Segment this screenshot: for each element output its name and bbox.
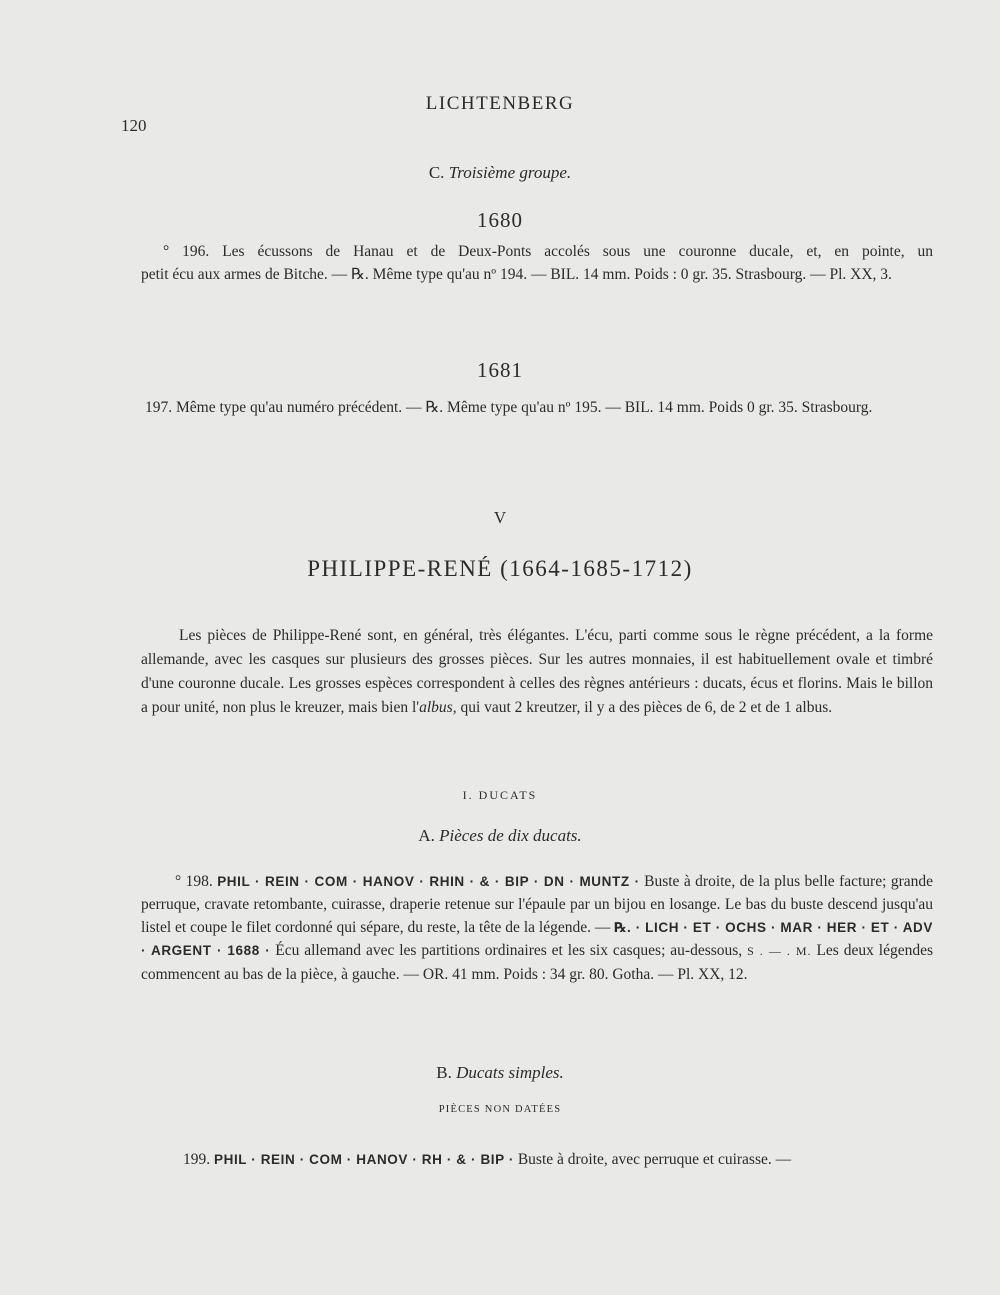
group-c-title: Troisième groupe. <box>448 163 572 182</box>
entry-197 <box>141 396 933 419</box>
year-heading-1681: 1681 <box>477 358 523 382</box>
intro-text-after: , qui vaut 2 kreutzer, il y a des pièces de 6, de 2 et de 1 albus. <box>452 699 833 716</box>
entry-196-number: ° 196. <box>163 243 210 260</box>
chapter-roman-numeral: V <box>493 508 507 527</box>
group-b-letter: B. <box>436 1063 452 1082</box>
entry-197-text: Même type qu'au numéro précédent. — ℞. Même type qu'au nº 195. — BIL. 14 mm. Poids 0 gr. 35. Strasbourg. <box>176 399 873 416</box>
entry-198 <box>141 870 933 986</box>
entry-198-mintmark: S . — . M. <box>747 944 812 958</box>
chapter-title: PHILIPPE-RENÉ (1664-1685-1712) <box>307 556 693 581</box>
entry-198-text3: Les deux légendes commencent au bas de la pièce, à gauche. — OR. 41 mm. Poids : 34 gr. 80. Gotha. — Pl. XX, 12. <box>141 942 933 983</box>
entry-198-text2: Écu allemand avec les partitions ordinaires et les six casques; au-dessous, <box>270 942 748 959</box>
group-a-heading <box>0 826 1000 846</box>
entry-199-number: 199. <box>183 1151 211 1168</box>
group-c-letter: C. <box>428 163 445 182</box>
entry-197-number: 197. <box>145 399 173 416</box>
group-a-title: Pièces de dix ducats. <box>439 826 582 845</box>
undated-label: PIÈCES NON DATÉES <box>438 1104 562 1115</box>
section-ducats: I. DUCATS <box>462 788 538 802</box>
running-title: LICHTENBERG <box>425 93 575 114</box>
intro-text-before: Les pièces de Philippe-René sont, en général, très élégantes. L'écu, parti comme sous le règne précédent, a la forme allemande, avec les casques sur plusieurs des grosses pièces. Sur les autres monnaies, il est habituellement ovale et timbré d'une couronne ducale. Les grosses espèces correspondent à celles des règnes antérieurs : ducats, écus et florins. Mais le billon a pour unité, non plus le kreuzer, mais bien l' <box>141 627 933 716</box>
entry-196-text-rest: petit écu aux armes de Bitche. — ℞. Même type qu'au nº 194. — BIL. 14 mm. Poids : 0 gr. 35. Strasbourg. — Pl. XX, 3. <box>141 266 892 283</box>
entry-199-text: Buste à droite, avec perruque et cuirasse. — <box>513 1151 792 1168</box>
group-b-title: Ducats simples. <box>456 1063 564 1082</box>
entry-198-text1: Buste à droite, de la plus belle facture; grande perruque, cravate retombante, cuirasse, draperie retenue sur l'épaule par un bijou en losange. Le bas du buste descend jusqu'au listel et coupe le filet cordonné qui sépare, du reste, la tête de la légende. — <box>141 873 934 936</box>
group-b-heading <box>0 1063 1000 1083</box>
intro-albus-word: albus <box>419 699 453 716</box>
entry-196 <box>141 240 933 286</box>
entry-196-first-line <box>141 240 933 263</box>
entry-198-obverse-legend: PHIL · REIN · COM · HANOV · RHIN · & · BIP · DN · MUNTZ · <box>217 874 640 889</box>
entry-198-number: ° 198. <box>175 873 213 890</box>
entry-199 <box>141 1148 933 1171</box>
year-heading-1680: 1680 <box>477 208 523 232</box>
page-number: 120 <box>121 116 147 135</box>
entry-196-text-line1: Les écussons de Hanau et de Deux-Ponts accolés sous une couronne ducale, et, en pointe, un <box>222 243 933 260</box>
group-c-heading <box>0 163 1000 183</box>
entry-198-reverse-legend: ℞. · LICH · ET · OCHS · MAR · HER · ET · ADV · ARGENT · 1688 · <box>141 920 934 958</box>
intro-paragraph <box>141 624 933 720</box>
entry-199-legend: PHIL · REIN · COM · HANOV · RH · & · BIP · <box>214 1152 514 1167</box>
group-a-letter: A. <box>418 826 435 845</box>
